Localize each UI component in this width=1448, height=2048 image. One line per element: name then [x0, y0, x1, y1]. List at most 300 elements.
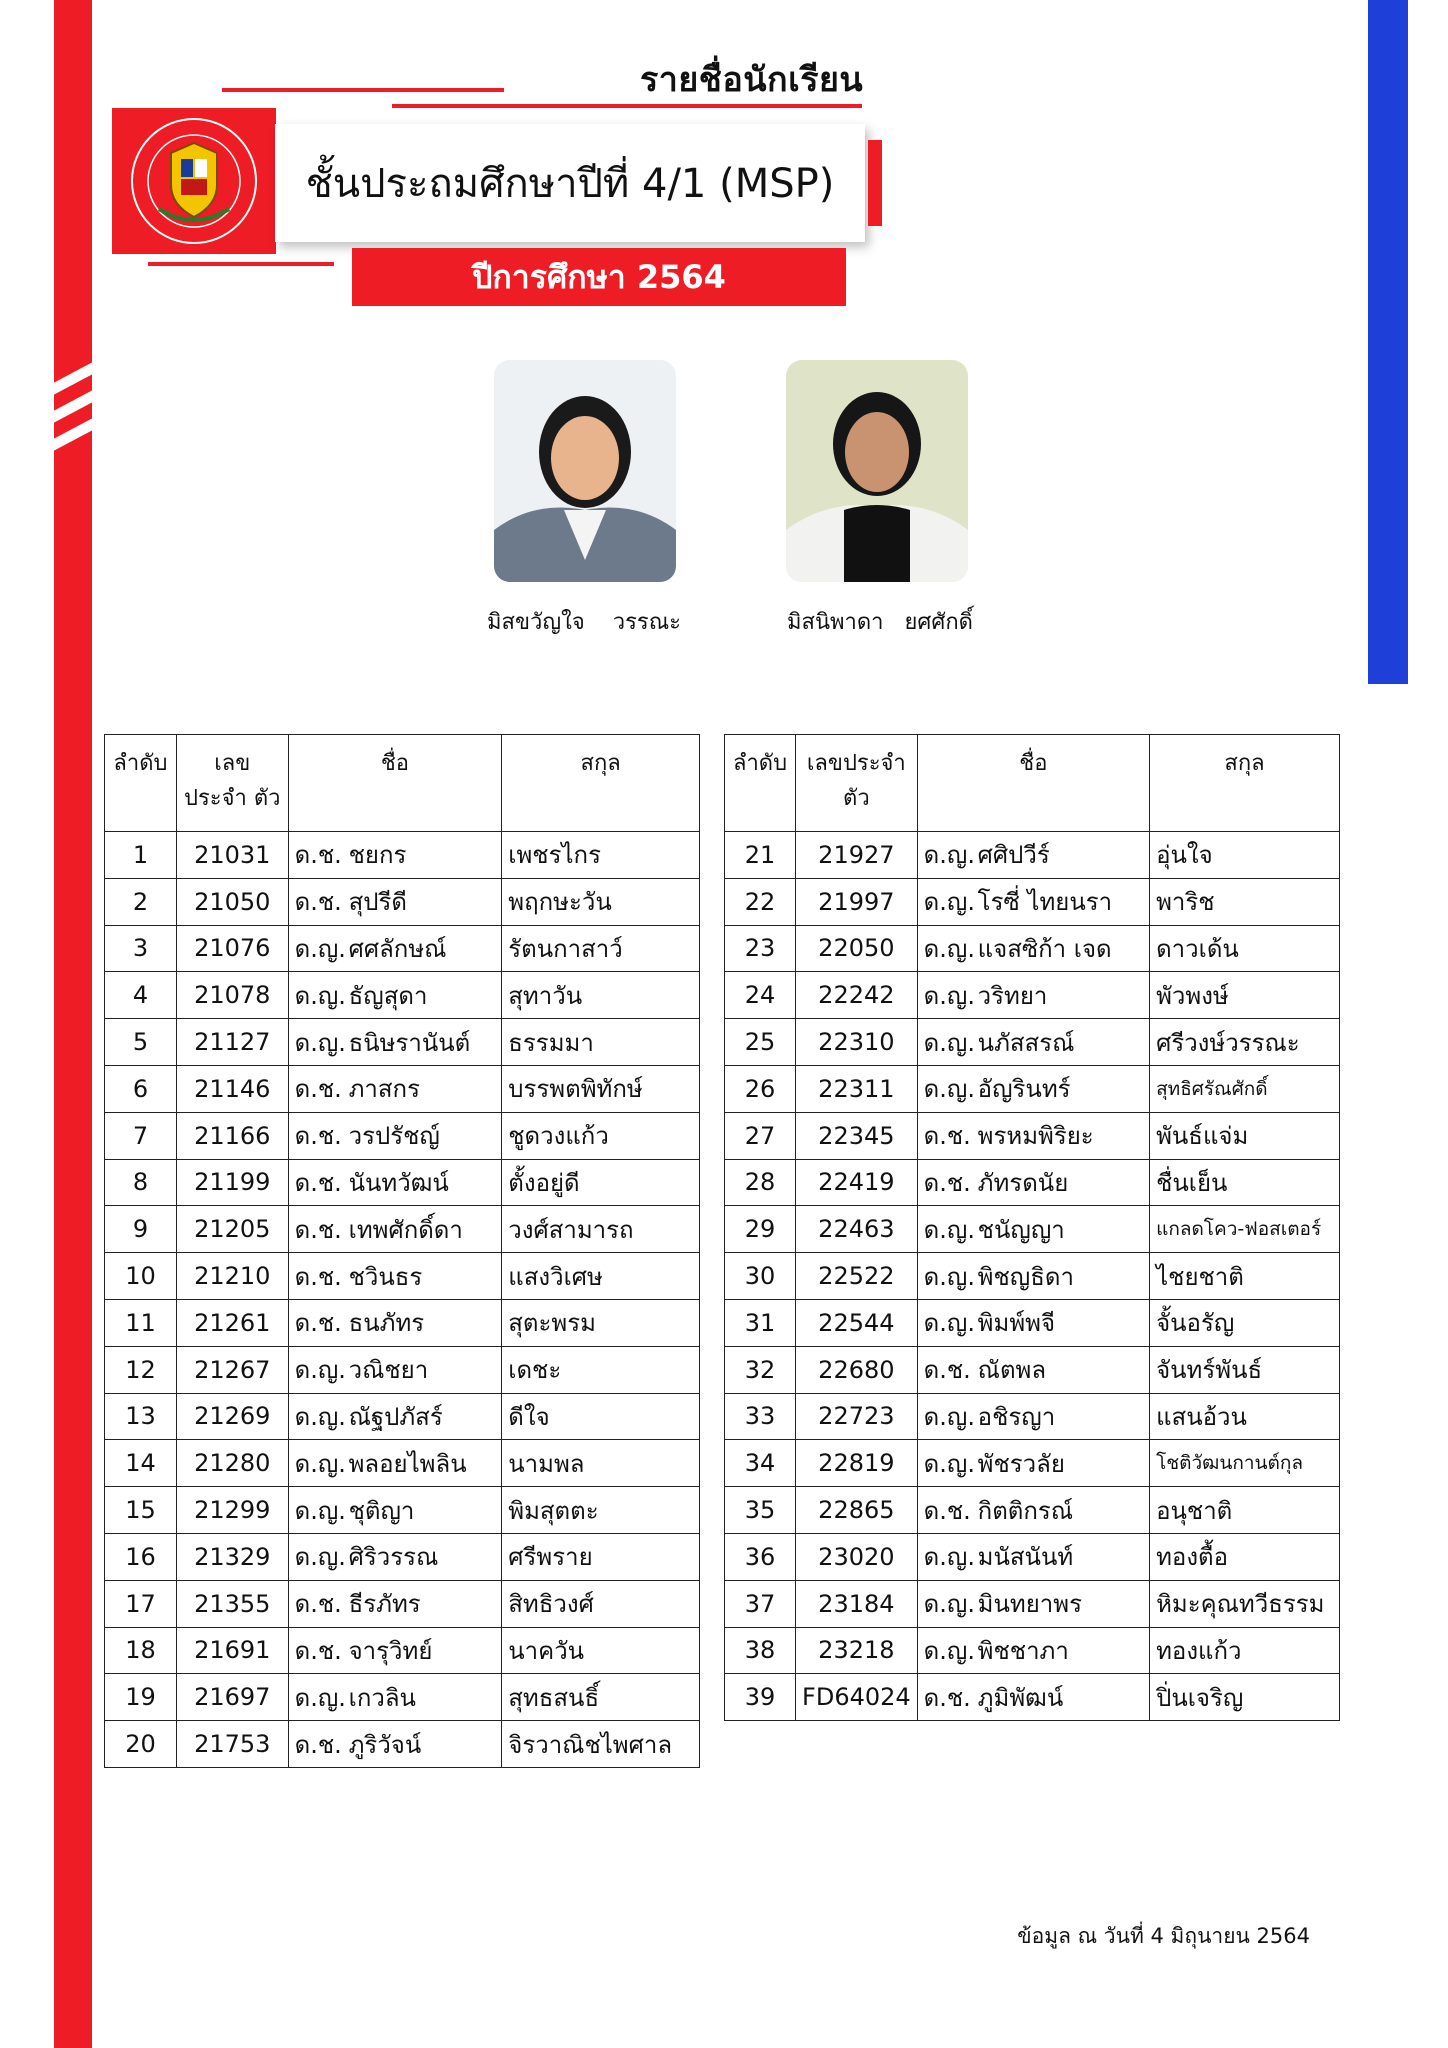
student-first: นภัสสรณ์ — [977, 1028, 1075, 1057]
student-first-name — [288, 1159, 502, 1206]
student-last-name: วงศ์สามารถ — [502, 1206, 700, 1253]
student-first-name — [288, 1112, 502, 1159]
student-last-name: รัตนกาสาว์ — [502, 925, 700, 972]
student-first: ธนภัทร — [348, 1309, 425, 1338]
student-first-name — [917, 1112, 1149, 1159]
table-row — [105, 1206, 700, 1253]
row-number: 39 — [725, 1674, 796, 1721]
student-first: อัญรินทร์ — [977, 1075, 1071, 1104]
student-title: ด.ช. — [294, 1730, 342, 1759]
student-last-name: สุทาวัน — [502, 972, 700, 1019]
student-id: 23184 — [796, 1580, 918, 1627]
row-number: 11 — [105, 1299, 177, 1346]
student-last-name: สุทธิศรัณศักดิ์ — [1150, 1065, 1340, 1112]
table-row — [105, 1487, 700, 1534]
student-first-name — [917, 1393, 1149, 1440]
table-row — [725, 1440, 1340, 1487]
student-title: ด.ญ. — [923, 1590, 975, 1619]
table-row — [725, 1019, 1340, 1066]
header-first-name: ชื่อ — [917, 735, 1149, 832]
row-number: 17 — [105, 1580, 177, 1627]
row-number: 14 — [105, 1440, 177, 1487]
row-number: 12 — [105, 1346, 177, 1393]
student-id: 21146 — [176, 1065, 288, 1112]
table-row — [725, 1393, 1340, 1440]
student-last-name: ตั้งอยู่ดี — [502, 1159, 700, 1206]
student-id: 22819 — [796, 1440, 918, 1487]
student-title: ด.ญ. — [923, 1262, 975, 1291]
student-last-name: จันทร์พันธ์ — [1150, 1346, 1340, 1393]
student-title: ด.ญ. — [294, 1449, 346, 1478]
student-last-name: พฤกษะวัน — [502, 878, 700, 925]
student-table-right — [724, 734, 1340, 1721]
student-title: ด.ญ. — [923, 1449, 975, 1478]
student-first: ศศิปวีร์ — [977, 841, 1050, 870]
row-number: 25 — [725, 1019, 796, 1066]
right-blue-bar — [1368, 0, 1408, 684]
table-row — [105, 1065, 700, 1112]
table-row — [725, 1627, 1340, 1674]
student-title: ด.ญ. — [923, 1075, 975, 1104]
student-id: 21299 — [176, 1487, 288, 1534]
student-last-name: ธรรมมา — [502, 1019, 700, 1066]
student-id: 21997 — [796, 878, 918, 925]
student-first-name — [288, 1299, 502, 1346]
student-id: 22419 — [796, 1159, 918, 1206]
student-id: 22865 — [796, 1487, 918, 1534]
student-last-name: ชูดวงแก้ว — [502, 1112, 700, 1159]
student-first-name — [917, 1206, 1149, 1253]
table-row — [725, 1533, 1340, 1580]
student-title: ด.ช. — [923, 1683, 971, 1712]
student-first-name — [288, 1627, 502, 1674]
row-number: 32 — [725, 1346, 796, 1393]
academic-year: ปีการศึกษา 2564 — [352, 248, 846, 306]
student-first-name — [917, 1580, 1149, 1627]
student-last-name: หิมะคุณทวีธรรม — [1150, 1580, 1340, 1627]
row-number: 18 — [105, 1627, 177, 1674]
left-red-band — [54, 0, 92, 2048]
row-number: 36 — [725, 1533, 796, 1580]
row-number: 5 — [105, 1019, 177, 1066]
header-no: ลำดับ — [105, 735, 177, 832]
table-row — [725, 1065, 1340, 1112]
student-title: ด.ญ. — [294, 1683, 346, 1712]
student-first: เทพศักดิ์ดา — [348, 1215, 463, 1244]
table-row — [725, 1112, 1340, 1159]
table-header-row — [105, 735, 700, 832]
student-title: ด.ช. — [294, 1262, 342, 1291]
student-id: 21697 — [176, 1674, 288, 1721]
student-id: 22680 — [796, 1346, 918, 1393]
student-title: ด.ญ. — [923, 841, 975, 870]
row-number: 13 — [105, 1393, 177, 1440]
row-number: 24 — [725, 972, 796, 1019]
student-last-name: นาควัน — [502, 1627, 700, 1674]
student-title: ด.ช. — [294, 1122, 342, 1151]
student-last-name: ไชยชาติ — [1150, 1253, 1340, 1300]
student-title: ด.ช. — [294, 1215, 342, 1244]
student-last-name: อนุชาติ — [1150, 1487, 1340, 1534]
class-box-accent — [868, 140, 882, 226]
student-first-name — [288, 925, 502, 972]
student-title: ด.ญ. — [294, 1356, 346, 1385]
student-first: พลอยไพลิน — [348, 1449, 467, 1478]
student-first: พิชชาภา — [977, 1636, 1069, 1665]
student-title: ด.ญ. — [294, 1402, 346, 1431]
student-first: ธนิษรานันต์ — [348, 1028, 471, 1057]
student-title: ด.ญ. — [923, 1309, 975, 1338]
student-first: ศิริวรรณ — [348, 1543, 439, 1572]
student-first: ชุติญา — [348, 1496, 415, 1525]
student-id: 21199 — [176, 1159, 288, 1206]
student-last-name: พันธ์แจ่ม — [1150, 1112, 1340, 1159]
student-first-name — [288, 1533, 502, 1580]
student-title: ด.ช. — [923, 1496, 971, 1525]
student-first: ธัญสุดา — [348, 981, 428, 1010]
table-row — [725, 1159, 1340, 1206]
table-row — [725, 972, 1340, 1019]
school-logo — [112, 108, 276, 254]
student-title: ด.ช. — [294, 1636, 342, 1665]
student-first-name — [288, 832, 502, 879]
row-number: 23 — [725, 925, 796, 972]
student-first: กิตติกรณ์ — [977, 1496, 1074, 1525]
student-first: ศศลักษณ์ — [348, 934, 447, 963]
student-last-name: ทองตื้อ — [1150, 1533, 1340, 1580]
student-first: ชนัญญา — [977, 1215, 1065, 1244]
student-title: ด.ญ. — [923, 1215, 975, 1244]
student-last-name: เดชะ — [502, 1346, 700, 1393]
table-row — [105, 1112, 700, 1159]
student-last-name: ชื่นเย็น — [1150, 1159, 1340, 1206]
header-line-top-left — [222, 88, 504, 92]
student-last-name: ดีใจ — [502, 1393, 700, 1440]
student-title: ด.ญ. — [294, 1543, 346, 1572]
row-number: 27 — [725, 1112, 796, 1159]
student-table-left — [104, 734, 700, 1768]
student-first: ณัตพล — [977, 1356, 1047, 1385]
table-header-row — [725, 735, 1340, 832]
student-first-name — [917, 1159, 1149, 1206]
student-first-name — [917, 1674, 1149, 1721]
header-id: เลขประจำ ตัว — [176, 735, 288, 832]
row-number: 20 — [105, 1721, 177, 1768]
student-first: แจสซิก้า เจด — [977, 934, 1112, 963]
student-first: ณัฐปภัสร์ — [348, 1402, 443, 1431]
table-row — [105, 1721, 700, 1768]
student-first-name — [917, 1627, 1149, 1674]
student-id: 21269 — [176, 1393, 288, 1440]
student-first: วรปรัชญ์ — [348, 1122, 440, 1151]
student-id: 21355 — [176, 1580, 288, 1627]
student-id: 22242 — [796, 972, 918, 1019]
table-row — [105, 1627, 700, 1674]
student-id: 21078 — [176, 972, 288, 1019]
student-last-name: อุ่นใจ — [1150, 832, 1340, 879]
student-last-name: ทองแก้ว — [1150, 1627, 1340, 1674]
student-title: ด.ญ. — [294, 934, 346, 963]
table-row — [725, 832, 1340, 879]
student-id: 22345 — [796, 1112, 918, 1159]
row-number: 19 — [105, 1674, 177, 1721]
student-first-name — [917, 1487, 1149, 1534]
student-id: FD64024 — [796, 1674, 918, 1721]
student-last-name: จั้นอรัญ — [1150, 1299, 1340, 1346]
student-first: จารุวิทย์ — [348, 1636, 433, 1665]
left-stripes — [54, 372, 94, 462]
row-number: 26 — [725, 1065, 796, 1112]
student-id: 23218 — [796, 1627, 918, 1674]
student-id: 21927 — [796, 832, 918, 879]
student-first: พรหมพิริยะ — [977, 1122, 1094, 1151]
row-number: 29 — [725, 1206, 796, 1253]
table-row — [105, 1299, 700, 1346]
student-last-name: สิทธิวงศ์ — [502, 1580, 700, 1627]
student-first: ภัทรดนัย — [977, 1168, 1069, 1197]
table-row — [105, 1533, 700, 1580]
student-first: พัชรวลัย — [977, 1449, 1065, 1478]
student-first: โรซี่ ไทยนรา — [977, 888, 1113, 917]
table-row — [105, 878, 700, 925]
student-id: 22311 — [796, 1065, 918, 1112]
student-title: ด.ช. — [294, 1075, 342, 1104]
student-first-name — [288, 1440, 502, 1487]
student-first: นันทวัฒน์ — [348, 1168, 449, 1197]
student-id: 21205 — [176, 1206, 288, 1253]
student-first-name — [288, 878, 502, 925]
student-id: 23020 — [796, 1533, 918, 1580]
student-last-name: แสนอ้วน — [1150, 1393, 1340, 1440]
teacher-photo-1 — [494, 360, 676, 582]
student-first-name — [917, 925, 1149, 972]
student-id: 22723 — [796, 1393, 918, 1440]
student-first-name — [917, 1440, 1149, 1487]
student-first: สุปรีดี — [348, 888, 407, 917]
table-row — [725, 1206, 1340, 1253]
student-title: ด.ช. — [923, 1168, 971, 1197]
row-number: 31 — [725, 1299, 796, 1346]
student-last-name: พัวพงษ์ — [1150, 972, 1340, 1019]
student-title: ด.ญ. — [923, 1028, 975, 1057]
student-last-name: เพชรไกร — [502, 832, 700, 879]
student-title: ด.ช. — [294, 1168, 342, 1197]
student-first: มนัสนันท์ — [977, 1543, 1074, 1572]
student-first-name — [917, 1346, 1149, 1393]
student-last-name: จิรวาณิชไพศาล — [502, 1721, 700, 1768]
data-date-footer: ข้อมูล ณ วันที่ 4 มิถุนายน 2564 — [1017, 1924, 1310, 1948]
teacher-name-2: มิสนิพาดา ยศศักดิ์ — [787, 610, 973, 635]
student-title: ด.ช. — [294, 841, 342, 870]
student-title: ด.ญ. — [923, 981, 975, 1010]
teacher-name-1: มิสขวัญใจ วรรณะ — [487, 610, 681, 635]
header-id: เลขประจำ ตัว — [796, 735, 918, 832]
student-last-name: ดาวเด้น — [1150, 925, 1340, 972]
row-number: 6 — [105, 1065, 177, 1112]
header-last-name: สกุล — [502, 735, 700, 832]
student-last-name: แกลดโคว-ฟอสเตอร์ — [1150, 1206, 1340, 1253]
student-first-name — [288, 972, 502, 1019]
table-row — [105, 1159, 700, 1206]
student-id: 22522 — [796, 1253, 918, 1300]
student-first: อชิรญา — [977, 1402, 1056, 1431]
student-first-name — [288, 1019, 502, 1066]
class-title: ชั้นประถมศึกษาปีที่ 4/1 (MSP) — [275, 124, 865, 242]
table-row — [105, 1440, 700, 1487]
table-row — [105, 925, 700, 972]
student-first-name — [917, 832, 1149, 879]
table-row — [725, 1487, 1340, 1534]
student-first: พิมพ์พจี — [977, 1309, 1056, 1338]
row-number: 28 — [725, 1159, 796, 1206]
table-row — [105, 1019, 700, 1066]
student-title: ด.ญ. — [294, 1028, 346, 1057]
student-id: 21753 — [176, 1721, 288, 1768]
student-first-name — [288, 1580, 502, 1627]
student-id: 21031 — [176, 832, 288, 879]
student-first: ชวินธร — [348, 1262, 423, 1291]
table-row — [105, 1346, 700, 1393]
page-title: รายชื่อนักเรียน — [640, 60, 864, 100]
student-first-name — [288, 1065, 502, 1112]
student-id: 22463 — [796, 1206, 918, 1253]
student-id: 21280 — [176, 1440, 288, 1487]
student-first-name — [288, 1206, 502, 1253]
student-last-name: ศรีวงษ์วรรณะ — [1150, 1019, 1340, 1066]
row-number: 3 — [105, 925, 177, 972]
student-first: วริทยา — [977, 981, 1048, 1010]
student-id: 21050 — [176, 878, 288, 925]
student-id: 21329 — [176, 1533, 288, 1580]
student-last-name: ปิ่นเจริญ — [1150, 1674, 1340, 1721]
student-first-name — [917, 972, 1149, 1019]
row-number: 10 — [105, 1253, 177, 1300]
student-id: 21210 — [176, 1253, 288, 1300]
student-last-name: บรรพตพิทักษ์ — [502, 1065, 700, 1112]
student-first: พิชญธิดา — [977, 1262, 1074, 1291]
table-row — [725, 1346, 1340, 1393]
student-id: 21127 — [176, 1019, 288, 1066]
table-row — [105, 972, 700, 1019]
student-first: เกวลิน — [348, 1683, 416, 1712]
student-title: ด.ช. — [294, 1309, 342, 1338]
student-title: ด.ญ. — [923, 934, 975, 963]
student-title: ด.ญ. — [923, 1636, 975, 1665]
table-row — [725, 1674, 1340, 1721]
row-number: 7 — [105, 1112, 177, 1159]
table-row — [105, 1253, 700, 1300]
student-title: ด.ญ. — [294, 1496, 346, 1525]
table-row — [105, 1674, 700, 1721]
row-number: 33 — [725, 1393, 796, 1440]
student-id: 21691 — [176, 1627, 288, 1674]
student-first-name — [917, 1253, 1149, 1300]
student-first: ภูมิพัฒน์ — [977, 1683, 1064, 1712]
student-title: ด.ญ. — [923, 1543, 975, 1572]
table-row — [725, 1580, 1340, 1627]
row-number: 35 — [725, 1487, 796, 1534]
student-id: 22544 — [796, 1299, 918, 1346]
student-first-name — [288, 1487, 502, 1534]
table-row — [725, 925, 1340, 972]
student-first: ภูริวัจน์ — [348, 1730, 422, 1759]
student-last-name: แสงวิเศษ — [502, 1253, 700, 1300]
student-last-name: ศรีพราย — [502, 1533, 700, 1580]
header-first-name: ชื่อ — [288, 735, 502, 832]
row-number: 22 — [725, 878, 796, 925]
student-last-name: สุทธสนธิ์ — [502, 1674, 700, 1721]
student-first-name — [917, 1019, 1149, 1066]
row-number: 21 — [725, 832, 796, 879]
student-first: ภาสกร — [348, 1075, 420, 1104]
student-title: ด.ช. — [923, 1356, 971, 1385]
student-first-name — [288, 1346, 502, 1393]
student-id: 21076 — [176, 925, 288, 972]
student-id: 22050 — [796, 925, 918, 972]
table-row — [725, 1253, 1340, 1300]
student-id: 21267 — [176, 1346, 288, 1393]
header-no: ลำดับ — [725, 735, 796, 832]
table-row — [725, 878, 1340, 925]
student-first: ชยกร — [348, 841, 407, 870]
student-first-name — [917, 878, 1149, 925]
student-title: ด.ช. — [923, 1122, 971, 1151]
row-number: 37 — [725, 1580, 796, 1627]
table-row — [105, 1393, 700, 1440]
row-number: 38 — [725, 1627, 796, 1674]
student-title: ด.ญ. — [923, 1402, 975, 1431]
row-number: 2 — [105, 878, 177, 925]
student-last-name: โชติวัฒนกานต์กุล — [1150, 1440, 1340, 1487]
table-row — [105, 1580, 700, 1627]
student-first: วณิชยา — [348, 1356, 429, 1385]
student-last-name: พาริช — [1150, 878, 1340, 925]
row-number: 15 — [105, 1487, 177, 1534]
student-first-name — [288, 1393, 502, 1440]
row-number: 1 — [105, 832, 177, 879]
student-id: 22310 — [796, 1019, 918, 1066]
row-number: 4 — [105, 972, 177, 1019]
row-number: 16 — [105, 1533, 177, 1580]
student-last-name: นามพล — [502, 1440, 700, 1487]
student-first: มินทยาพร — [977, 1590, 1082, 1619]
student-title: ด.ช. — [294, 1590, 342, 1619]
row-number: 8 — [105, 1159, 177, 1206]
table-row — [725, 1299, 1340, 1346]
student-last-name: สุตะพรม — [502, 1299, 700, 1346]
student-id: 21261 — [176, 1299, 288, 1346]
row-number: 34 — [725, 1440, 796, 1487]
student-last-name: พิมสุตตะ — [502, 1487, 700, 1534]
teacher-photo-2 — [786, 360, 968, 582]
student-first-name — [917, 1065, 1149, 1112]
student-id: 21166 — [176, 1112, 288, 1159]
student-title: ด.ญ. — [923, 888, 975, 917]
table-row — [105, 832, 700, 879]
header-line-bottom — [148, 262, 334, 266]
row-number: 30 — [725, 1253, 796, 1300]
student-first-name — [288, 1674, 502, 1721]
student-title: ด.ญ. — [294, 981, 346, 1010]
student-first-name — [288, 1253, 502, 1300]
student-title: ด.ช. — [294, 888, 342, 917]
student-first-name — [917, 1299, 1149, 1346]
student-first-name — [288, 1721, 502, 1768]
row-number: 9 — [105, 1206, 177, 1253]
header-last-name: สกุล — [1150, 735, 1340, 832]
student-first-name — [917, 1533, 1149, 1580]
student-first: ธีรภัทร — [348, 1590, 421, 1619]
